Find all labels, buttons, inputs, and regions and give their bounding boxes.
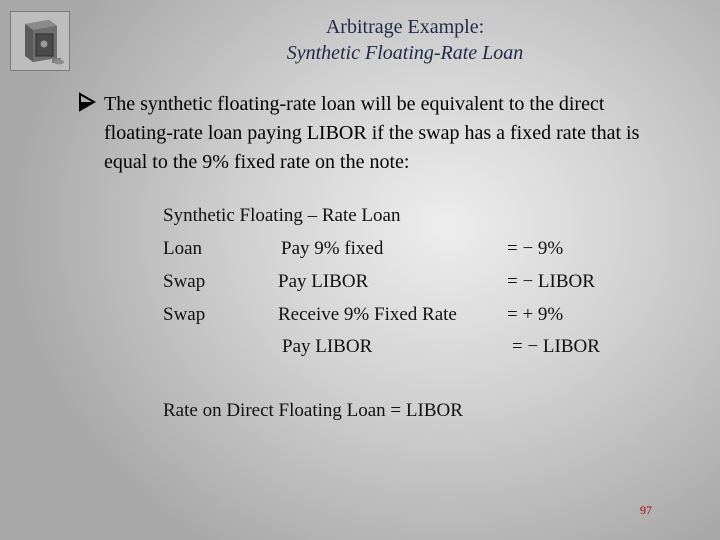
row-action: Receive 9% Fixed Rate — [278, 304, 457, 325]
page-number: 97 — [640, 503, 652, 517]
row-action: Pay LIBOR — [278, 271, 369, 292]
bullet-item — [78, 90, 678, 177]
equation-heading: Synthetic Floating – Rate Loan — [163, 205, 401, 226]
row-result: = − LIBOR — [512, 336, 600, 357]
logo — [10, 11, 70, 71]
slide-header — [120, 14, 690, 66]
equation-comparison: Rate on Direct Floating Loan = LIBOR — [163, 400, 463, 421]
row-label: Swap — [163, 271, 206, 292]
row-action: Pay 9% fixed — [281, 238, 384, 259]
safe-icon — [11, 12, 69, 70]
slide-subtitle: Synthetic Floating-Rate Loan — [286, 42, 524, 64]
row-result: = + 9% — [507, 304, 564, 325]
row-result: = − 9% — [507, 238, 564, 259]
row-action: Pay LIBOR — [282, 336, 373, 357]
row-label: Swap — [163, 304, 206, 325]
slide-title: Arbitrage Example: — [325, 16, 485, 38]
arrow-bullet-icon — [78, 92, 96, 112]
bullet-text: The synthetic floating-rate loan will be equivalent to the direct floating-rate loan paying LIBOR if the swap has a fixed rate that is equal to the 9% fixed rate on the note: — [104, 93, 640, 173]
row-label: Loan — [163, 238, 203, 259]
row-result: = − LIBOR — [507, 271, 595, 292]
